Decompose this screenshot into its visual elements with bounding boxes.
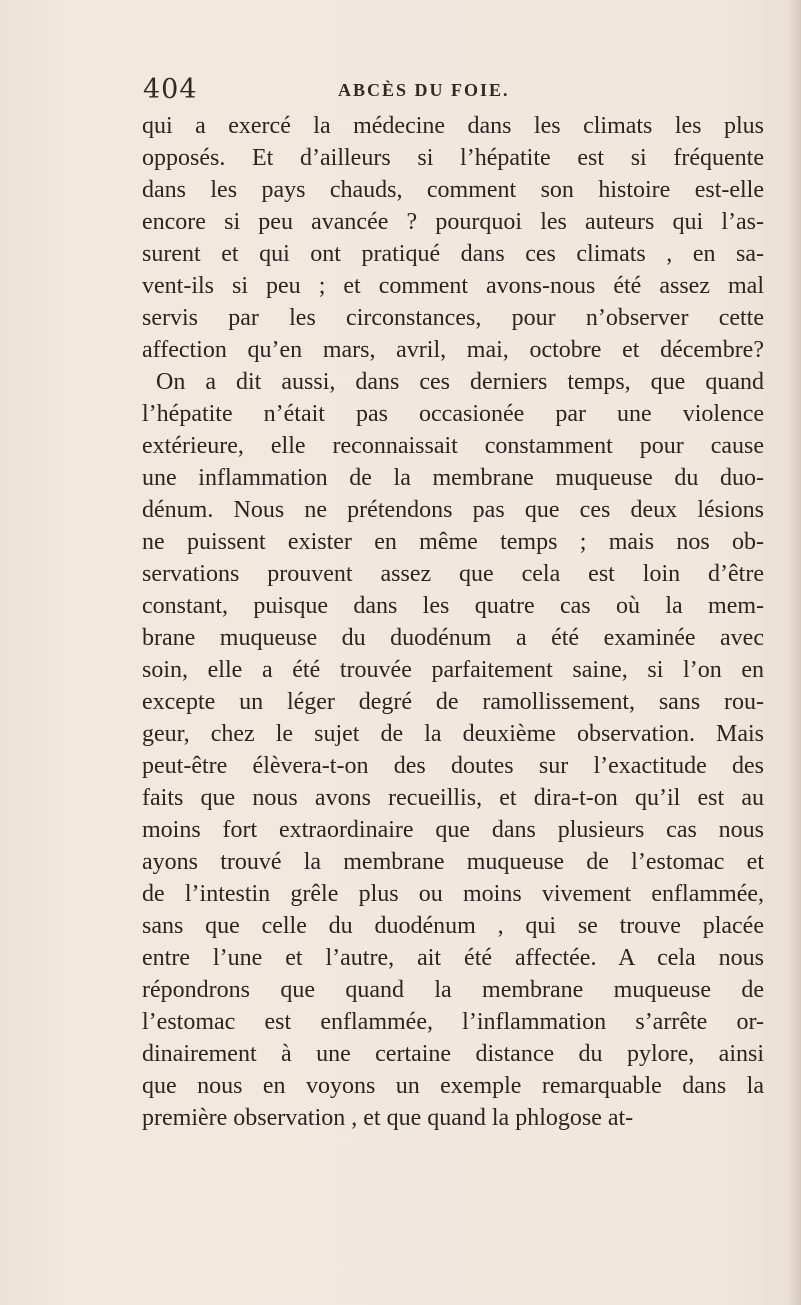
text-line: surent et qui ont pratiqué dans ces climats , en sa-: [142, 241, 764, 267]
text-line: de l’intestin grêle plus ou moins vivement enflammée,: [142, 881, 764, 907]
text-line: première observation , et que quand la phlogose at-: [142, 1105, 634, 1131]
page-edge-shadow: [787, 0, 801, 1305]
text-line: geur, chez le sujet de la deuxième observation. Mais: [142, 721, 764, 747]
text-line: dans les pays chauds, comment son histoire est-elle: [142, 177, 764, 203]
text-line: que nous en voyons un exemple remarquable dans la: [142, 1073, 764, 1099]
text-line: excepte un léger degré de ramollissement, sans rou-: [142, 689, 764, 715]
text-line: opposés. Et d’ailleurs si l’hépatite est si fréquente: [142, 145, 764, 171]
text-line: soin, elle a été trouvée parfaitement saine, si l’on en: [142, 657, 764, 683]
paragraph-start-line: On a dit aussi, dans ces derniers temps, que quand: [156, 369, 764, 395]
text-line: dinairement à une certaine distance du pylore, ainsi: [142, 1041, 764, 1067]
page-header: [140, 74, 760, 108]
text-line: encore si peu avancée ? pourquoi les auteurs qui l’as-: [142, 209, 764, 235]
text-line: répondrons que quand la membrane muqueuse de: [142, 977, 764, 1003]
text-line: entre l’une et l’autre, ait été affectée. A cela nous: [142, 945, 764, 971]
text-line: sans que celle du duodénum , qui se trouve placée: [142, 913, 764, 939]
text-line: constant, puisque dans les quatre cas où la mem-: [142, 593, 764, 619]
text-line: faits que nous avons recueillis, et dira-t-on qu’il est au: [142, 785, 764, 811]
text-line: dénum. Nous ne prétendons pas que ces deux lésions: [142, 497, 764, 523]
text-line: extérieure, elle reconnaissait constamment pour cause: [142, 433, 764, 459]
text-line: l’estomac est enflammée, l’inflammation s’arrête or-: [142, 1009, 764, 1035]
text-line: brane muqueuse du duodénum a été examinée avec: [142, 625, 764, 651]
text-line: affection qu’en mars, avril, mai, octobre et décembre?: [142, 337, 764, 363]
text-line: servations prouvent assez que cela est loin d’être: [142, 561, 764, 587]
running-head: ABCÈS DU FOIE.: [338, 80, 510, 100]
text-line: ne puissent exister en même temps ; mais nos ob-: [142, 529, 764, 555]
text-line: moins fort extraordinaire que dans plusieurs cas nous: [142, 817, 764, 843]
text-line: vent-ils si peu ; et comment avons-nous été assez mal: [142, 273, 764, 299]
body-text: [142, 110, 764, 1134]
text-line: peut-être élèvera-t-on des doutes sur l’exactitude des: [142, 753, 764, 779]
text-line: qui a exercé la médecine dans les climats les plus: [142, 113, 764, 139]
text-line: servis par les circonstances, pour n’observer cette: [142, 305, 764, 331]
text-line: ayons trouvé la membrane muqueuse de l’estomac et: [142, 849, 764, 875]
text-line: l’hépatite n’était pas occasionée par une violence: [142, 401, 764, 427]
text-line: une inflammation de la membrane muqueuse du duo-: [142, 465, 764, 491]
page-number: 404: [143, 74, 198, 105]
